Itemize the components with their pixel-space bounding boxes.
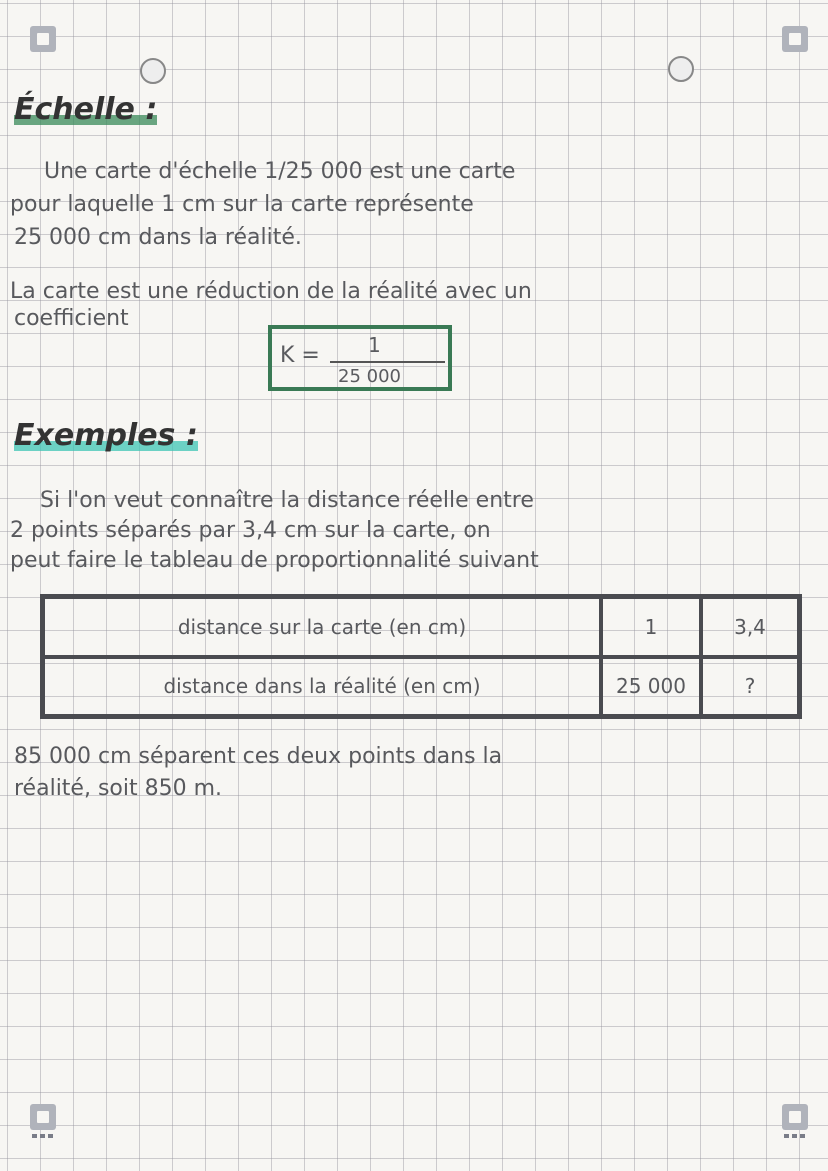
formula-lhs: K = — [280, 343, 320, 368]
corner-marker-bottom-left — [30, 1104, 56, 1130]
conclusion-line-2: réalité, soit 850 m. — [14, 776, 223, 801]
table-cell-label: distance sur la carte (en cm) — [43, 597, 602, 657]
table-row — [43, 657, 800, 717]
table-cell: 1 — [601, 597, 701, 657]
example-line-2: 2 points séparés par 3,4 cm sur la carte, on — [10, 518, 491, 543]
definition-line-2: pour laquelle 1 cm sur la carte représente — [10, 192, 474, 217]
corner-marker-bottom-right — [782, 1104, 808, 1130]
binder-hole-icon — [668, 56, 694, 82]
reduction-line-1: La carte est une réduction de la réalité avec un — [10, 279, 532, 304]
formula-denominator: 25 000 — [338, 366, 401, 387]
table-cell: 3,4 — [701, 597, 800, 657]
table-cell: 25 000 — [601, 657, 701, 717]
table-cell-label: distance dans la réalité (en cm) — [43, 657, 602, 717]
section-title-echelle: Échelle : — [14, 92, 158, 127]
fraction-bar — [330, 361, 445, 363]
corner-marker-top-left — [30, 26, 56, 52]
definition-line-3: 25 000 cm dans la réalité. — [14, 225, 302, 250]
conclusion-line-1: 85 000 cm séparent ces deux points dans la — [14, 744, 503, 769]
reduction-line-2: coefficient — [14, 306, 129, 331]
example-line-3: peut faire le tableau de proportionnalité suivant — [10, 548, 539, 573]
section-title-exemples: Exemples : — [14, 418, 198, 453]
formula-numerator: 1 — [368, 333, 381, 357]
example-line-1: Si l'on veut connaître la distance réelle entre — [40, 488, 534, 513]
definition-line-1: Une carte d'échelle 1/25 000 est une carte — [44, 159, 516, 184]
scale-coefficient-formula — [268, 325, 452, 391]
table-row — [43, 597, 800, 657]
corner-marker-top-right — [782, 26, 808, 52]
binder-hole-icon — [140, 58, 166, 84]
proportionality-table — [40, 594, 802, 719]
table-cell: ? — [701, 657, 800, 717]
